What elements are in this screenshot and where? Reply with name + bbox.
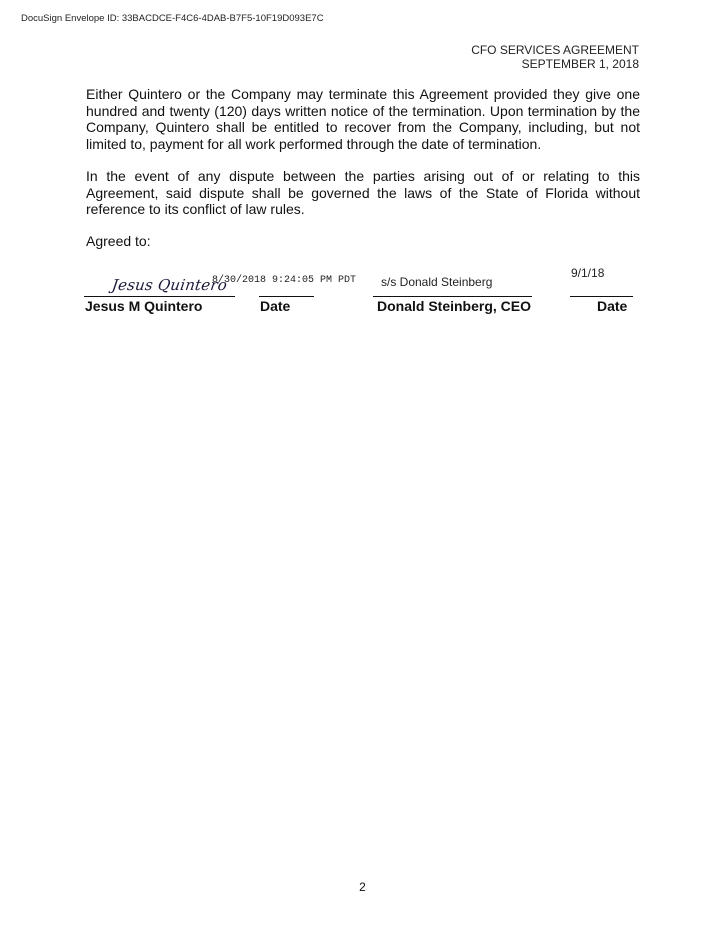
page-number: 2 — [359, 880, 366, 894]
header-title: CFO SERVICES AGREEMENT — [471, 43, 639, 57]
header-date: SEPTEMBER 1, 2018 — [521, 57, 639, 71]
date2-signature-line — [570, 296, 633, 297]
steinberg-signature: s/s Donald Steinberg — [381, 275, 493, 289]
quintero-handwritten-signature: Jesus Quintero — [110, 276, 229, 294]
agreed-to-label: Agreed to: — [86, 233, 151, 249]
termination-paragraph: Either Quintero or the Company may terminate this Agreement provided they give one hundred and twenty (120) days written notice of the termination. Upon termination by the Company, Quintero shall be entitled to recover from the Company, including, but not limited to, payment for all work performed through the date of termination. — [86, 86, 640, 152]
steinberg-name-label: Donald Steinberg, CEO — [377, 298, 532, 314]
date2-label: Date — [597, 298, 628, 314]
dispute-paragraph: In the event of any dispute between the parties arising out of or relating to this Agreement, said dispute shall be governed the laws of the State of Florida without reference to its conflict of law rules. — [86, 168, 640, 217]
steinberg-signature-line — [373, 296, 532, 297]
steinberg-date: 9/1/18 — [571, 266, 605, 280]
date1-label: Date — [260, 298, 291, 314]
quintero-signed-timestamp: 8/30/2018 9:24:05 PM PDT — [212, 275, 357, 286]
date1-signature-line — [259, 296, 314, 297]
docusign-envelope-id: DocuSign Envelope ID: 33BACDCE-F4C6-4DAB-B7F5-10F19D093E7C — [21, 13, 324, 24]
document-header — [471, 43, 639, 71]
quintero-signature-line — [84, 296, 235, 297]
quintero-name-label: Jesus M Quintero — [85, 298, 203, 314]
